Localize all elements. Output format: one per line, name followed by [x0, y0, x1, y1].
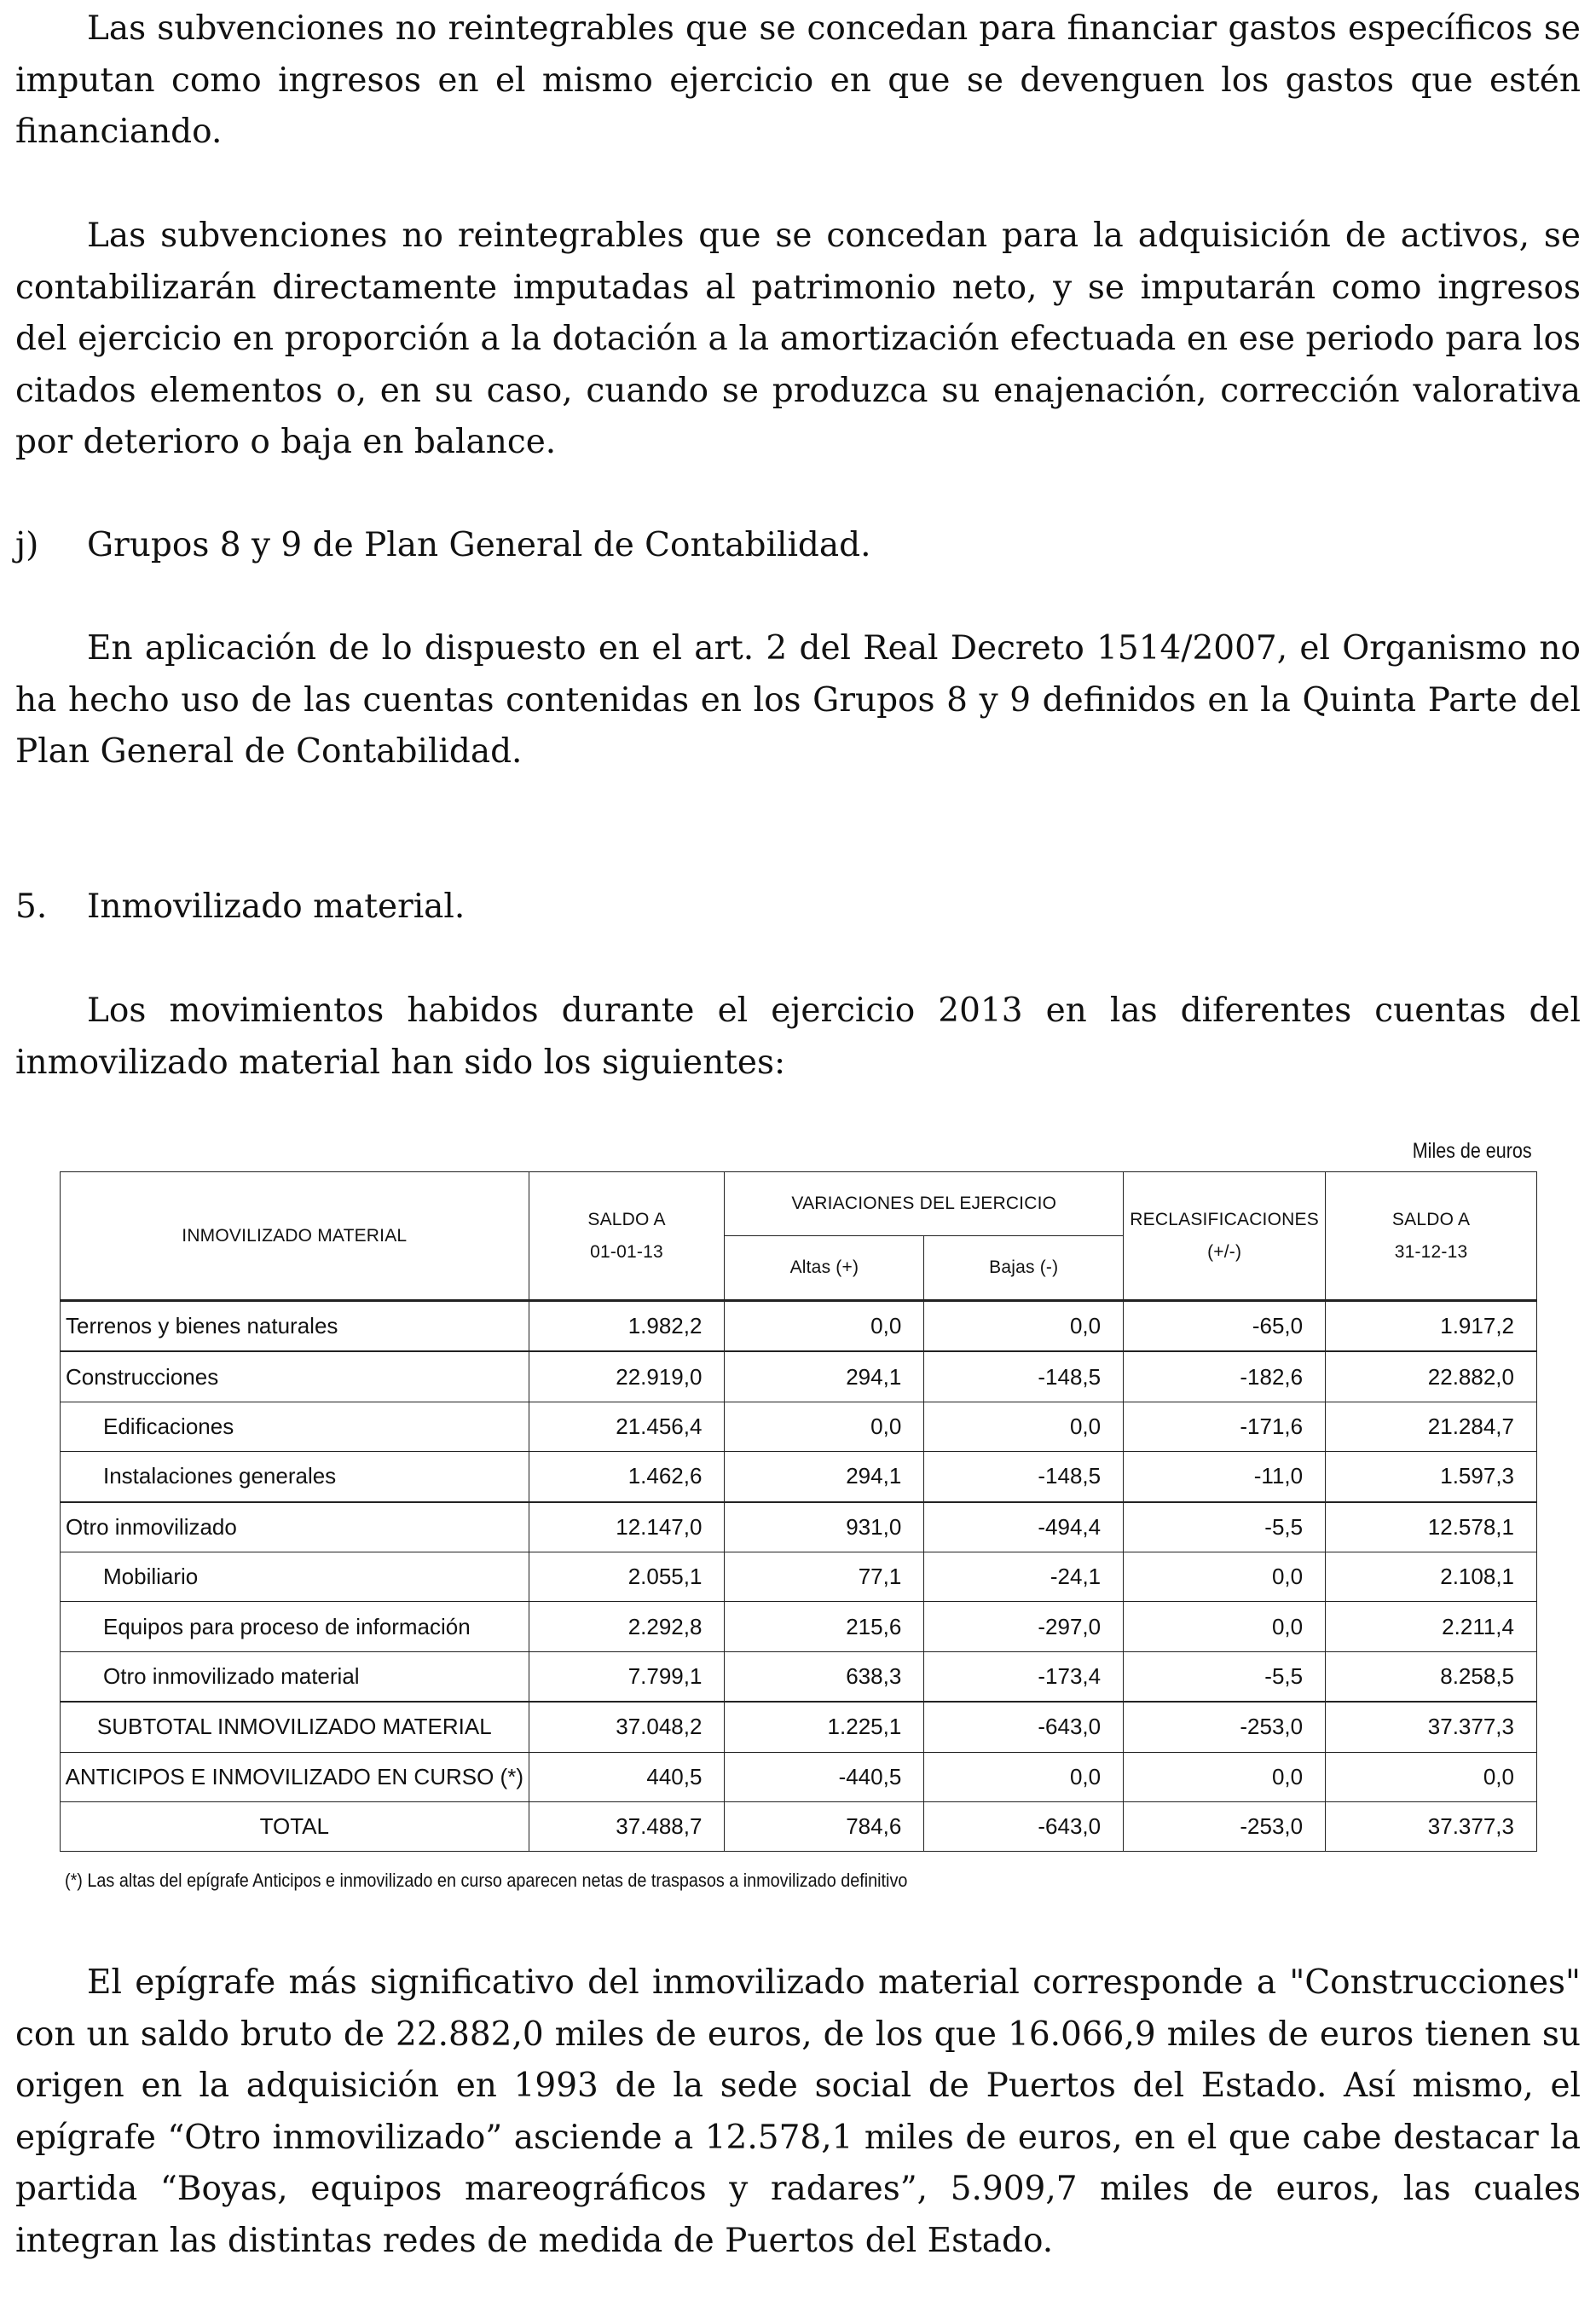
table-row: [61, 1752, 1537, 1801]
header-altas: Altas (+): [725, 1236, 924, 1301]
inmovilizado-table: [60, 1171, 1537, 1852]
heading-grupos-8-9: [15, 520, 871, 571]
header-saldo-final-line1: SALDO A: [1391, 1209, 1471, 1229]
table-row: [61, 1301, 1537, 1352]
cell-altas: 931,0: [725, 1502, 924, 1552]
heading-text: Inmovilizado material.: [87, 887, 466, 926]
header-variaciones: VARIACIONES DEL EJERCICIO: [725, 1172, 1124, 1236]
cell-saldo-inicial: 37.048,2: [529, 1702, 725, 1752]
header-reclasificaciones: [1124, 1172, 1326, 1301]
cell-altas: 294,1: [725, 1351, 924, 1402]
cell-saldo-final: 22.882,0: [1326, 1351, 1537, 1402]
table-footnote: (*) Las altas del epígrafe Anticipos e inmovilizado en curso aparecen netas de traspasos a inmovilizado definitivo: [65, 1870, 908, 1891]
units-label: Miles de euros: [1413, 1139, 1532, 1163]
cell-bajas: 0,0: [924, 1402, 1124, 1451]
cell-saldo-inicial: 1.982,2: [529, 1301, 725, 1352]
cell-reclasificaciones: -253,0: [1124, 1801, 1326, 1851]
table-body: [61, 1301, 1537, 1852]
cell-saldo-final: 1.917,2: [1326, 1301, 1537, 1352]
cell-altas: 1.225,1: [725, 1702, 924, 1752]
header-bajas: Bajas (-): [924, 1236, 1124, 1301]
table-row-subtotal: [61, 1702, 1537, 1752]
cell-bajas: -148,5: [924, 1351, 1124, 1402]
row-label: TOTAL: [61, 1801, 529, 1851]
header-saldo-final: [1326, 1172, 1537, 1301]
cell-reclasificaciones: -171,6: [1124, 1402, 1326, 1451]
cell-saldo-inicial: 440,5: [529, 1752, 725, 1801]
cell-bajas: -297,0: [924, 1602, 1124, 1651]
paragraph-subvenciones-activos: Las subvenciones no reintegrables que se concedan para la adquisición de activos, se contabilizarán directamente imputadas al patrimonio neto, y se imputarán como ingresos del ejercicio en proporción a la dotación a la amortización efectuada en ese periodo para los citados elementos o, en su caso, cuando se produzca su enajenación, corrección valorativa por deterioro o baja en balance.: [15, 217, 1581, 461]
header-saldo-final-line2: 31-12-13: [1394, 1241, 1468, 1262]
paragraph-subvenciones-gastos: Las subvenciones no reintegrables que se concedan para financiar gastos específicos se imputan como ingresos en el mismo ejercicio en que se devenguen los gastos que estén financiando.: [15, 9, 1581, 151]
cell-saldo-inicial: 2.055,1: [529, 1552, 725, 1601]
cell-saldo-final: 21.284,7: [1326, 1402, 1537, 1451]
cell-altas: 77,1: [725, 1552, 924, 1601]
cell-reclasificaciones: 0,0: [1124, 1552, 1326, 1601]
table-row: [61, 1402, 1537, 1451]
cell-bajas: 0,0: [924, 1752, 1124, 1801]
cell-saldo-inicial: 7.799,1: [529, 1651, 725, 1702]
header-saldo-inicial-line1: SALDO A: [587, 1209, 666, 1229]
cell-altas: 784,6: [725, 1801, 924, 1851]
cell-reclasificaciones: -11,0: [1124, 1452, 1326, 1502]
header-reclasificaciones-line1: RECLASIFICACIONES: [1130, 1209, 1319, 1229]
table-row: [61, 1602, 1537, 1651]
heading-number: 5.: [15, 887, 48, 926]
cell-reclasificaciones: -65,0: [1124, 1301, 1326, 1352]
row-label: Instalaciones generales: [61, 1452, 529, 1502]
cell-saldo-final: 37.377,3: [1326, 1801, 1537, 1851]
table-row: [61, 1351, 1537, 1402]
cell-altas: 638,3: [725, 1651, 924, 1702]
table-row: [61, 1552, 1537, 1601]
table-header: [61, 1172, 1537, 1301]
row-label: Otro inmovilizado material: [61, 1651, 529, 1702]
cell-bajas: -24,1: [924, 1552, 1124, 1601]
cell-saldo-final: 2.211,4: [1326, 1602, 1537, 1651]
heading-inmovilizado-material: [15, 882, 465, 933]
cell-saldo-inicial: 37.488,7: [529, 1801, 725, 1851]
cell-saldo-inicial: 12.147,0: [529, 1502, 725, 1552]
cell-reclasificaciones: -253,0: [1124, 1702, 1326, 1752]
cell-bajas: -173,4: [924, 1651, 1124, 1702]
cell-saldo-inicial: 21.456,4: [529, 1402, 725, 1451]
cell-bajas: -643,0: [924, 1702, 1124, 1752]
row-label: Otro inmovilizado: [61, 1502, 529, 1552]
cell-bajas: -494,4: [924, 1502, 1124, 1552]
cell-saldo-final: 37.377,3: [1326, 1702, 1537, 1752]
row-label: ANTICIPOS E INMOVILIZADO EN CURSO (*): [61, 1752, 529, 1801]
row-label: Terrenos y bienes naturales: [61, 1301, 529, 1352]
header-reclasificaciones-line2: (+/-): [1207, 1241, 1242, 1262]
row-label: Equipos para proceso de información: [61, 1602, 529, 1651]
cell-bajas: -643,0: [924, 1801, 1124, 1851]
cell-bajas: -148,5: [924, 1452, 1124, 1502]
paragraph-movimientos: Los movimientos habidos durante el ejercicio 2013 en las diferentes cuentas del inmovilizado material han sido los siguientes:: [15, 992, 1581, 1082]
table-row: [61, 1452, 1537, 1502]
cell-saldo-final: 1.597,3: [1326, 1452, 1537, 1502]
cell-altas: 215,6: [725, 1602, 924, 1651]
cell-reclasificaciones: -5,5: [1124, 1502, 1326, 1552]
cell-saldo-final: 0,0: [1326, 1752, 1537, 1801]
header-concept: INMOVILIZADO MATERIAL: [61, 1172, 529, 1301]
table-row-total: [61, 1801, 1537, 1851]
cell-altas: 0,0: [725, 1402, 924, 1451]
header-saldo-inicial: [529, 1172, 725, 1301]
cell-saldo-inicial: 2.292,8: [529, 1602, 725, 1651]
cell-reclasificaciones: -182,6: [1124, 1351, 1326, 1402]
row-label: Mobiliario: [61, 1552, 529, 1601]
cell-saldo-final: 2.108,1: [1326, 1552, 1537, 1601]
cell-saldo-inicial: 1.462,6: [529, 1452, 725, 1502]
cell-saldo-inicial: 22.919,0: [529, 1351, 725, 1402]
heading-number: j): [15, 526, 39, 564]
cell-bajas: 0,0: [924, 1301, 1124, 1352]
cell-reclasificaciones: -5,5: [1124, 1651, 1326, 1702]
table-row: [61, 1651, 1537, 1702]
heading-text: Grupos 8 y 9 de Plan General de Contabilidad.: [87, 526, 871, 564]
paragraph-construcciones: El epígrafe más significativo del inmovilizado material corresponde a "Construcciones" con un saldo bruto de 22.882,0 miles de euros, de los que 16.066,9 miles de euros tienen su origen en la adquisición en 1993 de la sede social de Puertos del Estado. Así mismo, el epígrafe “Otro inmovilizado” asciende a 12.578,1 miles de euros, en el que cabe destacar la partida “Boyas, equipos mareográficos y radares”, 5.909,7 miles de euros, las cuales integran las distintas redes de medida de Puertos del Estado.: [15, 1963, 1581, 2260]
row-label: Edificaciones: [61, 1402, 529, 1451]
row-label: SUBTOTAL INMOVILIZADO MATERIAL: [61, 1702, 529, 1752]
cell-reclasificaciones: 0,0: [1124, 1752, 1326, 1801]
header-saldo-inicial-line2: 01-01-13: [590, 1241, 663, 1262]
cell-saldo-final: 12.578,1: [1326, 1502, 1537, 1552]
cell-altas: 0,0: [725, 1301, 924, 1352]
cell-reclasificaciones: 0,0: [1124, 1602, 1326, 1651]
row-label: Construcciones: [61, 1351, 529, 1402]
table-row: [61, 1502, 1537, 1552]
cell-saldo-final: 8.258,5: [1326, 1651, 1537, 1702]
paragraph-grupos-8-9: En aplicación de lo dispuesto en el art. 2 del Real Decreto 1514/2007, el Organismo no ha hecho uso de las cuentas contenidas en los Grupos 8 y 9 definidos en la Quinta Parte del Plan General de Contabilidad.: [15, 629, 1581, 771]
cell-altas: 294,1: [725, 1452, 924, 1502]
cell-altas: -440,5: [725, 1752, 924, 1801]
